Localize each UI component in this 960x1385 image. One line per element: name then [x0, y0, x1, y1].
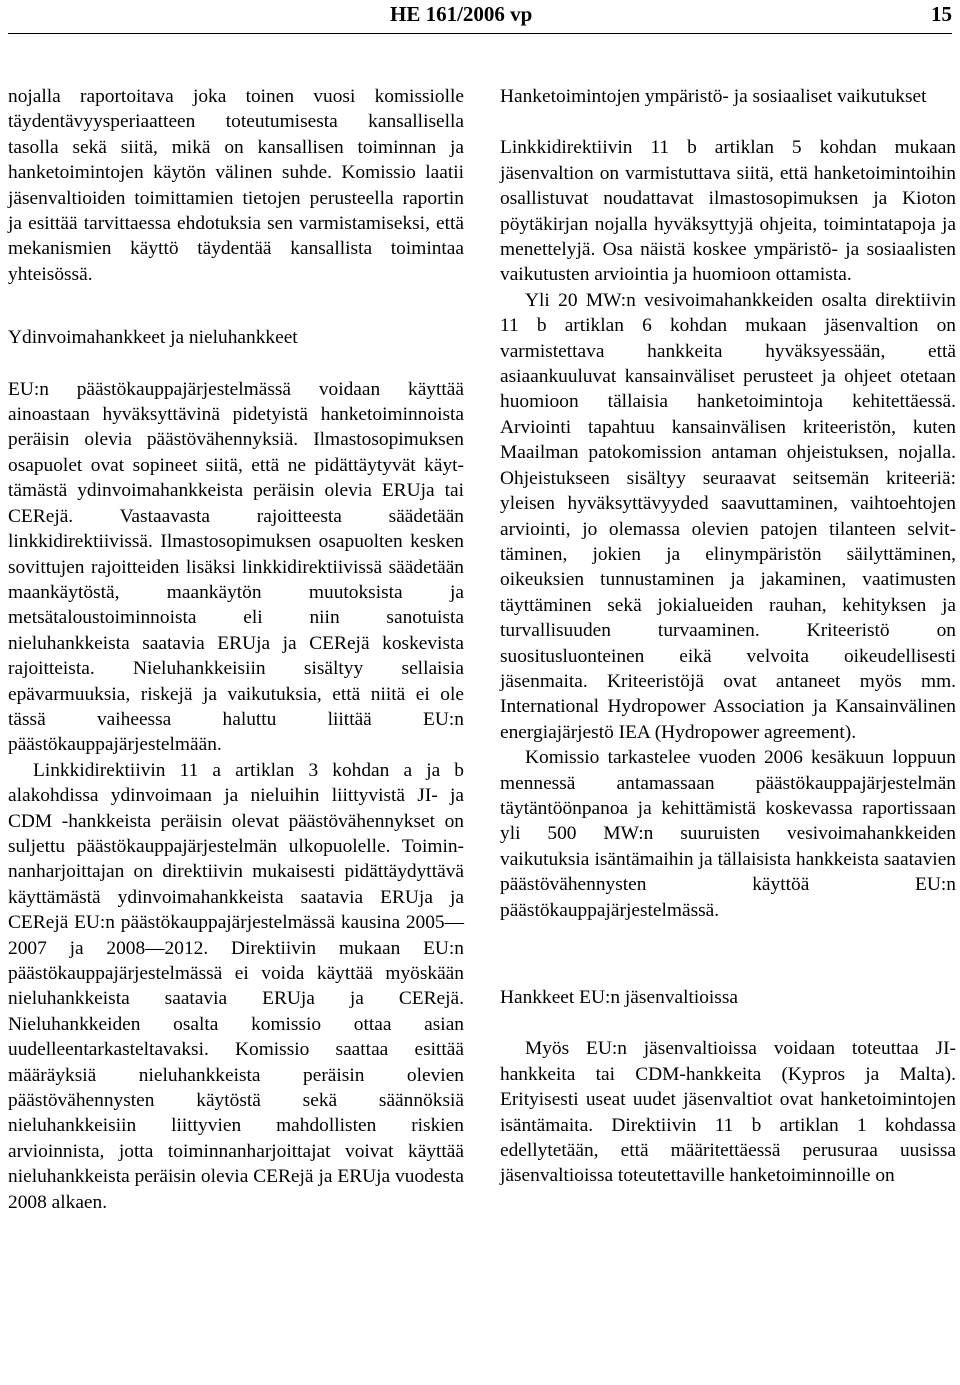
paragraph: Linkkidirektiivin 11 a artiklan 3 kohdan a ja b alakohdissa ydinvoimaan ja nieluihin liittyvistä JI- ja CDM -hankkeista peräisin olevat päästövähennykset on suljettu päästökauppajärjestelmän ulkopuolelle. Toiminnanharjoittajan on direktiivin mukaisesti pidättäydyttävä käyttämästä ydinvoimahankkeista saatavia ERUja ja CERejä EU:n päästökauppajärjestelmässä kausina 2005—2007 ja 2008—2012. Direktiivin mukaan EU:n päästökauppajärjestelmässä ei voida käyttää myöskään nieluhankkeista saatavia ERUja ja CERejä. Nieluhankkeiden osalta komissio ottaa asian uudelleentarkasteltavaksi. Komissio saattaa esittää määräyksiä nieluhankkeista peräisin olevien päästövähennysten käytöstä sekä säännöksiä nieluhankkeisiin liittyvien mahdollisten riskien arvioinnista, jotta toiminnanharjoittajat voivat käyttää nieluhankkeista peräisin olevia CERejä ja ERUja vuodesta 2008 alkaen. [8, 759, 464, 1213]
paragraph: Myös EU:n jäsenvaltioissa voidaan toteuttaa JI-hankkeita tai CDM-hankkeita (Kypros ja Malta). Erityisesti useat uudet jäsenvaltiot ovat hanketoimintojen isäntämaita. Direktiivin 11 b artiklan 1 kohdassa edellytetään, että määritettäessä perusuraa uusissa jäsenvaltioissa toteutettaville hanketoiminnoille on [500, 1038, 956, 1187]
paragraph: EU:n päästökauppajärjestelmässä voidaan käyttää ainoastaan hyväksyttävinä pidetyistä hanketoiminnoista peräisin olevia päästövähennyksiä. Ilmastosopimuksen osapuolet ovat sopineet siitä, että ne pidättäytyvät käyttämästä ydinvoimahankkeista peräisin olevia ERUja tai CERejä. Vastaavasta rajoitteesta säädetään linkkidirektiivissä. Ilmastosopimuksen osapuolten kesken sovittujen rajoitteiden lisäksi linkkidirektiivissä säädetään maankäytöstä, maankäytön muutoksista ja metsätaloustoiminnoista eli niin sanotuista nieluhankkeista saatavia ERUja ja CERejä koskevista rajoitteista. Nieluhankkeisiin sisältyy sellaisia epävarmuuksia, riskejä ja vaikutuksia, että niitä ei ole tässä vaiheessa haluttu liittää EU:n päästökauppajärjestelmään. [8, 378, 464, 756]
document-id: HE 161/2006 vp [390, 2, 533, 26]
left-column [8, 84, 464, 1215]
paragraph: Linkkidirektiivin 11 b artiklan 5 kohdan mukaan jäsenvaltion on varmistuttava siitä, että hanketoimintoihin osallistuvat noudattavat ilmastosopimuksen ja Kioton pöytäkirjan nojalla hyväksyttyjä ohjeita, toimintatapoja ja menettelyjä. Osa näistä koskee ympäristö- ja sosiaalisten vaikutusten arviointia ja huomioon ottamista. [500, 137, 956, 286]
paragraph: nojalla raportoitava joka toinen vuosi komissiolle täydentävyysperiaatteen toteutumisesta kansallisella tasolla sekä siitä, mikä on kansallisen toiminnan ja hanketoimintojen käytön välinen suhde. Komissio laatii jäsenvaltioiden toimittamien tietojen perusteella raportin ja esittää tarvittaessa ehdotuksia sen varmistamiseksi, että mekanismien käyttö täydentää kansallista toimintaa yhteisössä. [8, 86, 464, 285]
right-column [500, 84, 956, 1189]
header-rule [8, 33, 952, 34]
page-number: 15 [931, 2, 952, 26]
paragraph: Yli 20 MW:n vesivoimahankkeiden osalta direktiivin 11 b artiklan 6 kohdan mukaan jäsenvaltion on varmistettava hankkeita hyväksyessään, että asiaankuuluvat kansainväliset perusteet ja ohjeet otetaan huomioon tällaisia hanketoimintoja kehitettäessä. Arviointi tapahtuu kansainvälisen kriteeristön, kuten Maailman patokomission antaman ohjeistuksen, nojalla. Ohjeistukseen sisältyy seuraavat seitsemän kriteeriä: yleisen hyväksyttävyyded saavuttaminen, vaihtoehtojen arviointi, jo olemassa olevien patojen tilanteen selvittäminen, jokien ja elinympäristön säilyttäminen, oikeuksien tunnustaminen ja jakaminen, vaatimusten täyttäminen sekä jokialueiden rauhan, kehityksen ja turvallisuuden turvaaminen. Kriteeristö on suositusluonteinen eikä velvoita oikeudellisesti jäsenmaita. Kriteeristöjä ovat antaneet myös mm. International Hydropower Association ja Kansainvälinen energiajärjestö IEA (Hydropower agreement). [500, 289, 956, 743]
section-heading: Hankkeet EU:n jäsenvaltioissa [500, 987, 739, 1008]
section-heading: Ydinvoimahankkeet ja nieluhankkeet [8, 327, 298, 349]
paragraph: Komissio tarkastelee vuoden 2006 kesäkuun loppuun mennessä antamassaan päästökauppajärjestelmän täytäntöönpanoa ja kehittämistä koskevassa raportissaan yli 500 MW:n suuruisten vesivoimahankkeiden vaikutuksia isäntämaihin ja tällaisista hankkeista saatavien päästövähennysten käyttöä EU:n päästökauppajärjestelmässä. [500, 747, 956, 921]
page-header [0, 0, 960, 34]
section-heading: Hanketoimintojen ympäristö- ja sosiaaliset vaikutukset [500, 86, 927, 107]
